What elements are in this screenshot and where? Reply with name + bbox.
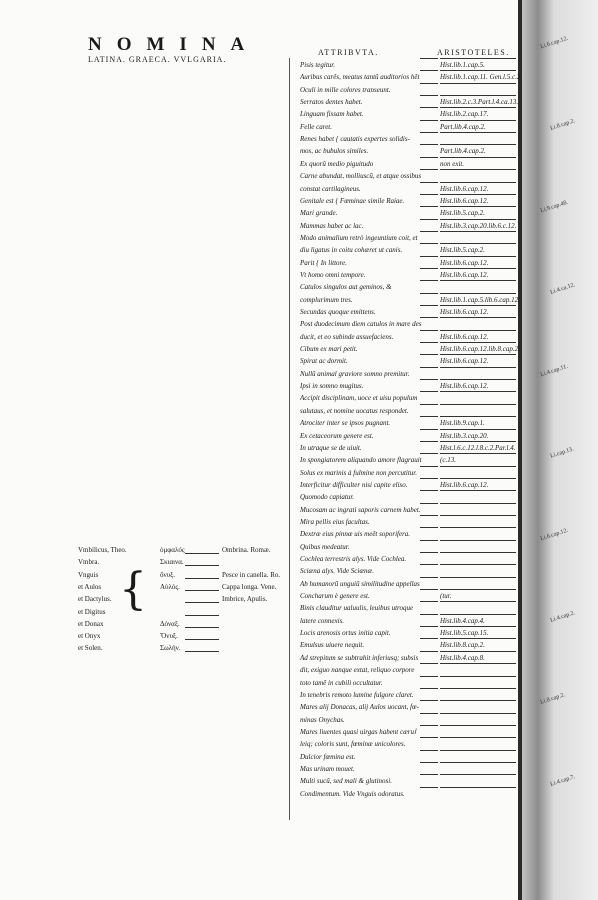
entry-line xyxy=(185,615,219,616)
aristotle-reference: Hist.lib.9.cap.1. xyxy=(440,419,485,428)
reference-line xyxy=(440,713,516,714)
aristotle-reference: Hist.lib.6.cap.12. xyxy=(440,332,489,341)
attribute-text: Concharum è genere est. xyxy=(300,592,370,601)
attribute-text: Mas urinam mouet. xyxy=(300,764,355,773)
attribute-text: Sciæna alys. Vide Sciænæ. xyxy=(300,567,374,576)
reference-line xyxy=(440,614,516,615)
margin-note: Li.6.cap.12. xyxy=(539,35,569,51)
reference-line xyxy=(440,429,516,430)
leader-line xyxy=(420,762,438,763)
aristotle-reference: Hist.lib.6.cap.12. xyxy=(440,382,489,391)
aristotle-reference: Hist.lib.6.cap.12.lib.8.cap.2. xyxy=(440,345,520,354)
attribute-text: In tenebris remoto lumine fulgore claret. xyxy=(300,690,414,699)
entry-line xyxy=(185,639,219,640)
attribute-text: Parit { In littore. xyxy=(300,258,347,267)
reference-line xyxy=(440,725,516,726)
greek-name: ὀμφαλός xyxy=(160,546,185,554)
attribute-text: Atrociter inter se ipsos pugnant. xyxy=(300,419,391,428)
reference-line xyxy=(440,466,516,467)
attribute-text: Secundas quoque emittens. xyxy=(300,308,376,316)
reference-line xyxy=(440,379,516,380)
attribute-text: Interficitur difficulter nisi capite eliso. xyxy=(300,480,408,489)
reference-line xyxy=(440,280,516,281)
leader-line xyxy=(420,416,438,417)
attribute-text: Accipit disciplinam, uoce et uisu populum xyxy=(300,394,418,403)
aristotle-reference: Hist.lib.8.cap.2. xyxy=(440,641,485,650)
attribute-text: Cibum ex mari petit. xyxy=(300,345,358,354)
reference-line xyxy=(440,132,516,133)
reference-line xyxy=(440,354,516,355)
aristotle-reference: Hist.lib.3.cap.20.lib.6.c.12. xyxy=(440,221,517,230)
reference-line xyxy=(440,515,516,516)
leader-line xyxy=(420,107,438,108)
aristotle-reference: Hist.lib.5.cap.15. xyxy=(440,629,489,638)
aristotle-reference: Hist.lib.6.cap.12. xyxy=(440,357,489,366)
vulgar-name: Ombrina. Romæ. xyxy=(222,546,271,554)
aristotle-reference: Hist.lib.1.cap.11. Gen.l.5.c.2. xyxy=(440,73,523,82)
latin-name: Vmbilicus, Theo. xyxy=(78,546,127,554)
reference-line xyxy=(440,219,516,220)
leader-line xyxy=(420,503,438,504)
reference-line xyxy=(440,157,516,158)
margin-note: Li.4.cap.2. xyxy=(549,610,576,624)
leader-line xyxy=(420,614,438,615)
reference-line xyxy=(440,527,516,528)
reference-line xyxy=(440,107,516,108)
vulgar-name: Pesce in canella. Ro. xyxy=(222,570,281,579)
leader-line xyxy=(420,515,438,516)
attribute-text: Dextræ eius pinnæ uis meẽt soporifera. xyxy=(300,530,411,539)
attribute-text: Genitale est { Fœminae simile Raiae. xyxy=(300,196,405,205)
attribute-text: Nullũ animal graviore somno premitur. xyxy=(300,369,410,378)
margin-note: Li.8.cap.2. xyxy=(549,118,576,132)
latin-name: et Solen. xyxy=(78,644,103,653)
attribute-text: Linguam fissam habet. xyxy=(300,110,364,119)
header-attributa: ATTRIBVTA. xyxy=(318,48,379,57)
vulgar-name: Cappa longa. Vene. xyxy=(222,582,277,591)
entry-line xyxy=(185,627,219,628)
leader-line xyxy=(420,713,438,714)
reference-line xyxy=(440,663,516,664)
aristotle-reference: Hist.lib.6.cap.12. xyxy=(440,258,489,267)
margin-note: Li.cap.13. xyxy=(549,446,575,460)
attribute-text: latere connexis. xyxy=(300,616,345,625)
attribute-text: Solus ex marinis à fulmine non percutitur. xyxy=(300,468,417,477)
leader-line xyxy=(420,268,438,269)
attribute-text: Dulcior fœmina est. xyxy=(300,752,356,761)
attribute-text: Carne abundat, molliuscũ, et atque ossibus xyxy=(300,172,422,181)
attribute-text: Ex cetaceorum genere est. xyxy=(300,431,374,440)
reference-line xyxy=(440,95,516,96)
leader-line xyxy=(420,466,438,467)
attribute-text: Mares liuentes quasi uirgas habent cæruⅼ xyxy=(300,727,416,736)
reference-line xyxy=(440,83,516,84)
aristotle-reference: Hist.lib.2.cap.17. xyxy=(440,110,489,119)
leader-line xyxy=(420,688,438,689)
leader-line xyxy=(420,330,438,331)
aristotle-reference: non exit. xyxy=(440,159,465,168)
reference-line xyxy=(440,478,516,479)
leader-line xyxy=(420,280,438,281)
attribute-text: Serratos dentes habet. xyxy=(300,98,363,107)
leader-line xyxy=(420,700,438,701)
reference-line xyxy=(440,762,516,763)
reference-line xyxy=(440,774,516,775)
greek-name: Σωλήν. xyxy=(160,644,181,653)
attribute-text: Multi sucũ, sed mali & glutinosi. xyxy=(300,777,392,786)
aristotle-reference: Hist.lib.5.cap.2. xyxy=(440,209,485,218)
aristotle-reference: Hist.lib.2.c.3.Part.l.4.ca.13. xyxy=(440,98,519,107)
attribute-text: Binis clauditur ualuulis, leuibus utroque xyxy=(300,604,414,613)
leader-line xyxy=(420,676,438,677)
attribute-text: Ipsi in somno mugitus. xyxy=(300,382,364,391)
leader-line xyxy=(420,354,438,355)
aristotle-reference: Hist.lib.6.cap.12. xyxy=(440,270,489,279)
reference-line xyxy=(440,330,516,331)
header-subtitle: LATINA. GRAECA. VVLGARIA. xyxy=(88,55,227,64)
reference-line xyxy=(440,144,516,145)
latin-name: et Dactylus. xyxy=(78,595,112,604)
attribute-text: Vt homo omni tempore. xyxy=(300,270,366,279)
leader-line xyxy=(420,144,438,145)
leader-line xyxy=(420,157,438,158)
margin-note: Li.9.cap.48. xyxy=(539,199,569,215)
margin-note: Li.6.cap.12. xyxy=(539,527,569,543)
attribute-text: Ab humanorũ unguiũ similitudine appellas xyxy=(300,579,420,588)
leader-line xyxy=(420,83,438,84)
reference-line xyxy=(440,305,516,306)
leader-line xyxy=(420,182,438,183)
latin-name: et Aulos xyxy=(78,582,102,591)
reference-line xyxy=(440,700,516,701)
reference-line xyxy=(440,441,516,442)
reference-line xyxy=(440,182,516,183)
aristotle-reference: (tur. xyxy=(440,592,452,601)
reference-line xyxy=(440,256,516,257)
reference-line xyxy=(440,416,516,417)
attribute-text: Renes habet { cautatis expertes solidis- xyxy=(300,135,410,144)
reference-line xyxy=(440,206,516,207)
leader-line xyxy=(420,243,438,244)
margin-note: Li.4.cap.11. xyxy=(539,363,569,379)
reference-line xyxy=(440,787,516,788)
reference-line xyxy=(440,231,516,232)
margin-note: Li.4.ca.12. xyxy=(549,282,576,296)
leader-line xyxy=(420,490,438,491)
reference-line xyxy=(440,169,516,170)
leader-line xyxy=(420,651,438,652)
attribute-text: Felle caret. xyxy=(300,122,333,131)
leader-line xyxy=(420,737,438,738)
attribute-text: ducit, et eo subinde assuefaciens. xyxy=(300,332,394,341)
leader-line xyxy=(420,367,438,368)
leader-line xyxy=(420,429,438,430)
aristotle-reference: Hist.lib.3.cap.20. xyxy=(440,431,489,440)
reference-line xyxy=(440,688,516,689)
leader-line xyxy=(420,169,438,170)
attribute-text: Condimentum. Vide Vnguis odoratus. xyxy=(300,789,405,798)
leader-line xyxy=(420,552,438,553)
leader-line xyxy=(420,132,438,133)
margin-note: Li.8.cap.2. xyxy=(539,692,566,706)
attribute-text: Catulos singulos aut geminos, & xyxy=(300,283,392,292)
reference-line xyxy=(440,750,516,751)
reference-line xyxy=(440,577,516,578)
entry-line xyxy=(185,553,219,554)
attribute-text: Mira pellis eius facultas. xyxy=(300,517,370,526)
aristotle-reference: Hist.lib.4.cap.4. xyxy=(440,616,485,625)
aristotle-reference: Hist.lib.6.cap.12. xyxy=(440,196,489,205)
leader-line xyxy=(420,564,438,565)
attribute-text: Modo animalium retrò ingeuntium coit, et xyxy=(300,233,418,242)
entry-line xyxy=(185,602,219,603)
leader-line xyxy=(420,95,438,96)
attribute-text: Oculi in mille colores transeunt. xyxy=(300,85,391,94)
attribute-text: mos, ac bubulos similes. xyxy=(300,147,369,156)
reference-line xyxy=(440,391,516,392)
greek-name: Ὄνυξ. xyxy=(160,632,178,641)
aristotle-reference: Hist.lib.6.cap.12. xyxy=(440,308,489,316)
reference-line xyxy=(440,342,516,343)
attribute-text: Mammas habet ac lac. xyxy=(300,221,364,230)
leader-line xyxy=(420,70,438,71)
header-title: NOMINA xyxy=(88,34,260,55)
reference-line xyxy=(440,503,516,504)
reference-line xyxy=(440,552,516,553)
attribute-text: leiq; coloris sunt, fœminæ unicolores. xyxy=(300,740,406,749)
reference-line xyxy=(440,737,516,738)
leader-line xyxy=(420,601,438,602)
attribute-text: diu ligatus in coitu cohæret ut canis. xyxy=(300,246,403,255)
book-spine xyxy=(518,0,522,900)
aristotle-reference: Part.lib.4.cap.2. xyxy=(440,122,486,131)
attribute-text: Locis arenosis ortus initia capit. xyxy=(300,629,391,638)
attribute-text: Quibus medeatur. xyxy=(300,542,350,551)
entry-line xyxy=(185,651,219,652)
reference-line xyxy=(440,490,516,491)
reference-line xyxy=(440,404,516,405)
leader-line xyxy=(420,120,438,121)
attribute-text: In utraque se de uiuit. xyxy=(300,443,362,452)
greek-name: Σκιαινα. xyxy=(160,558,184,567)
leader-line xyxy=(420,342,438,343)
leader-line xyxy=(420,317,438,318)
leader-line xyxy=(420,750,438,751)
aristotle-reference: Part.lib.4.cap.2. xyxy=(440,147,486,156)
margin-note: Li.4.cap.7. xyxy=(549,774,576,788)
leader-line xyxy=(420,787,438,788)
leader-line xyxy=(420,527,438,528)
attribute-text: Pisis tegitur. xyxy=(300,61,336,69)
attribute-text: Auribus carẽs, meatus tantũ auditorios hẽt xyxy=(300,73,420,82)
attribute-text: salutaus, et nomine uocatus respondet. xyxy=(300,406,409,415)
reference-line xyxy=(440,453,516,454)
leader-line xyxy=(420,293,438,294)
attribute-text: constat cartilagineus. xyxy=(300,184,361,193)
aristotle-reference: Hist.lib.6.cap.12. xyxy=(440,184,489,193)
attribute-text: Ex quorũ medio piguitudo xyxy=(300,159,374,168)
header-aristoteles: ARISTOTELES. xyxy=(437,48,510,57)
leader-line xyxy=(420,256,438,257)
reference-line xyxy=(440,626,516,627)
leader-line xyxy=(420,194,438,195)
attribute-text: minas Onychas. xyxy=(300,715,345,724)
entry-line xyxy=(185,565,219,566)
leader-line xyxy=(420,219,438,220)
leader-line xyxy=(420,206,438,207)
leader-line xyxy=(420,725,438,726)
greek-name: Αὐλός. xyxy=(160,582,180,591)
aristotle-reference: Hist.lib.5.cap.2. xyxy=(440,246,485,255)
leader-line xyxy=(420,577,438,578)
aristotle-reference: Hist.lib.6.cap.12. xyxy=(440,480,489,489)
leader-line xyxy=(420,638,438,639)
leader-line xyxy=(420,404,438,405)
leader-line xyxy=(420,540,438,541)
reference-line xyxy=(440,243,516,244)
latin-name: et Onyx xyxy=(78,632,101,641)
leader-line xyxy=(420,663,438,664)
reference-line xyxy=(440,601,516,602)
latin-name: et Digitus xyxy=(78,607,106,616)
attribute-text: Mari grande. xyxy=(300,209,338,218)
reference-line xyxy=(440,651,516,652)
aristotle-reference: Hist.l.6.c.12.l.8.c.2.Par.l.4. xyxy=(440,443,516,452)
left-brace: { xyxy=(119,564,147,615)
leader-line xyxy=(420,589,438,590)
attribute-text: complurimum tres. xyxy=(300,295,353,304)
attribute-text: Quomodo capiatur. xyxy=(300,493,355,502)
reference-line xyxy=(440,589,516,590)
reference-line xyxy=(440,540,516,541)
aristotle-reference: Hist.lib.4.cap.8. xyxy=(440,653,485,662)
attribute-text: Post duodecimum diem catulos in mare des xyxy=(300,320,422,329)
leader-line xyxy=(420,231,438,232)
reference-line xyxy=(440,70,516,71)
leader-line xyxy=(420,478,438,479)
latin-name: et Donax xyxy=(78,619,104,628)
attribute-text: Spirat ac dormit. xyxy=(300,357,348,366)
aristotle-reference: (c.13. xyxy=(440,456,456,465)
attribute-text: Ad strepitum se subtrahit inferiusq; subsis xyxy=(300,653,419,662)
attribute-text: Mares alij Donacas, alij Aulos uocant, fœ- xyxy=(300,703,419,712)
leader-line xyxy=(420,305,438,306)
reference-line xyxy=(440,317,516,318)
reference-line xyxy=(440,293,516,294)
reference-line xyxy=(440,676,516,677)
attribute-text: In spongiatorem aliquando amore flagrauit xyxy=(300,456,422,465)
attribute-text: dit, exiguo nanque extat, reliquo corpore xyxy=(300,666,415,675)
reference-line xyxy=(440,367,516,368)
leader-line xyxy=(420,58,438,59)
reference-line xyxy=(440,564,516,565)
leader-line xyxy=(420,453,438,454)
leader-line xyxy=(420,391,438,392)
reference-line xyxy=(440,638,516,639)
leader-line xyxy=(420,441,438,442)
reference-line xyxy=(440,268,516,269)
aristotle-reference: Hist.lib.1.cap.5. xyxy=(440,61,485,69)
column-rule xyxy=(289,58,290,820)
attribute-text: toto tamẽ in cubili occultatur. xyxy=(300,678,383,687)
latin-name: Vnguis xyxy=(78,570,99,579)
leader-line xyxy=(420,626,438,627)
leader-line xyxy=(420,774,438,775)
reference-line xyxy=(440,120,516,121)
attribute-text: Cochlea terrestris alys. Vide Cochlea. xyxy=(300,555,407,563)
reference-line xyxy=(440,58,516,59)
entry-line xyxy=(185,590,219,591)
vulgar-name: Imbrice, Apulis. xyxy=(222,595,268,604)
leader-line xyxy=(420,379,438,380)
aristotle-reference: Hist.lib.1.cap.5.lib.6.cap.12. xyxy=(440,295,520,304)
greek-name: Δόναξ. xyxy=(160,619,180,628)
greek-name: ὄνυξ. xyxy=(160,570,176,579)
attribute-text: Emulsus uiuere nequit. xyxy=(300,641,365,650)
attribute-text: Mucosam ac ingrati saporis carnem habet. xyxy=(300,505,421,514)
latin-name: Vmbra. xyxy=(78,558,100,567)
reference-line xyxy=(440,194,516,195)
entry-line xyxy=(185,578,219,579)
